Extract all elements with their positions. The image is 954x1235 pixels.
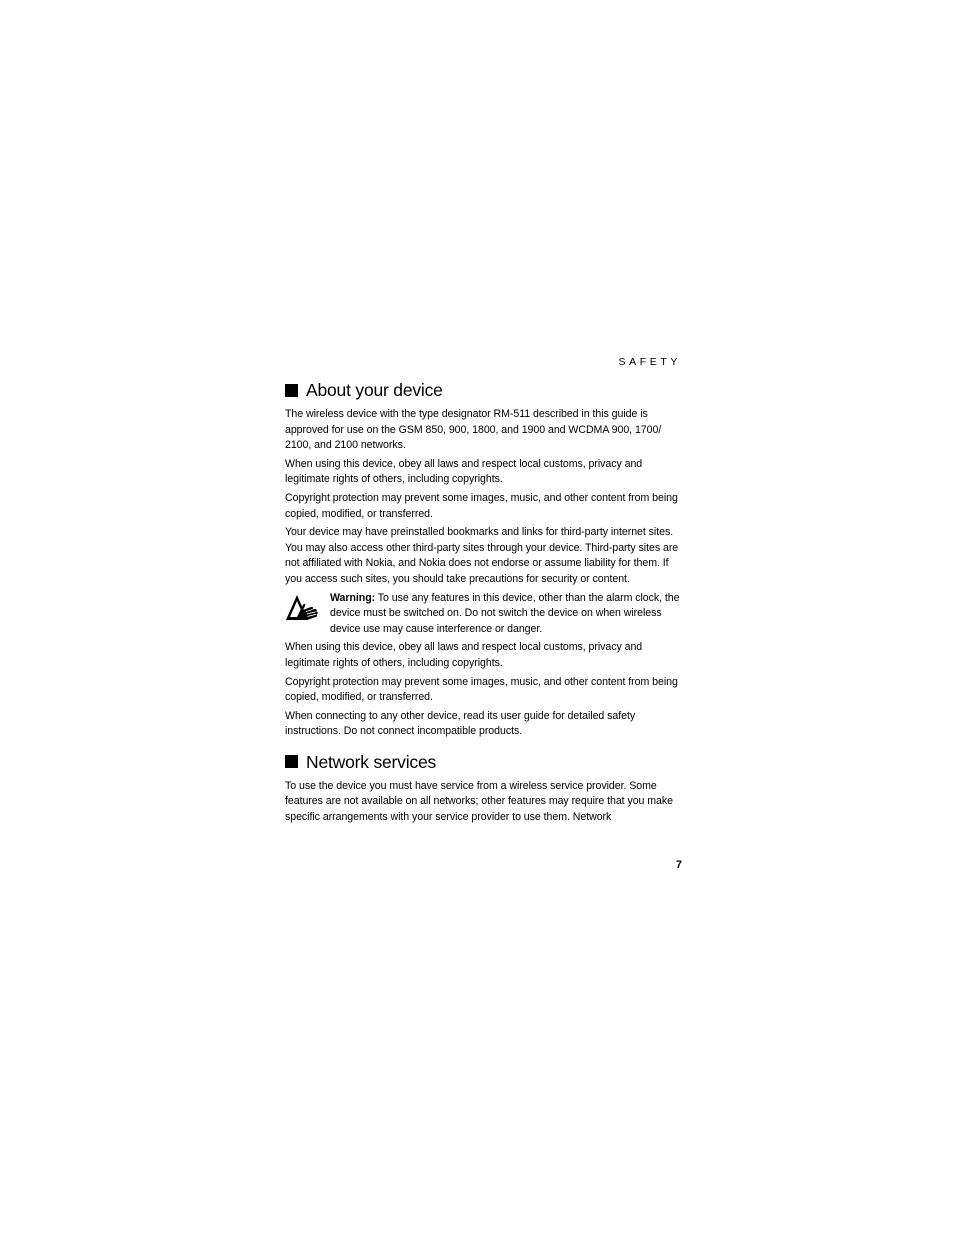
paragraph-third-party-sites: Your device may have preinstalled bookmarks and links for third-party internet sites. You may also access other third-party sites through your device. Third-party sites are not affiliated with Nokia, and Nokia does not endorse or assume liability for them. If you access such sites, you should take precautions for security or content. <box>285 526 679 585</box>
paragraph-copyright-repeat: Copyright protection may prevent some images, music, and other content from being copied, modified, or transferred. <box>285 675 678 704</box>
paragraph-obey-laws-repeat: When using this device, obey all laws and respect local customs, privacy and legitimate rights of others, including copyrights. <box>285 641 643 669</box>
warning-text <box>330 591 681 638</box>
section-heading-text: Network services <box>306 751 437 772</box>
section-heading-about-device <box>285 379 681 401</box>
paragraph-type-designator: The wireless device with the type designator RM-511 described in this guide is approved for use on the GSM 850, 900, 1800, and 1900 and WCDMA 900, 1700/ 2100, and 2100 networks. <box>285 408 662 452</box>
running-header: SAFETY <box>618 356 681 368</box>
paragraph-network-services: To use the device you must have service from a wireless service provider. Some features are not available on all networks; other features may require that you make specific arrangements with your service provider to use them. Network <box>285 779 673 824</box>
square-bullet-icon <box>285 384 298 397</box>
section-heading-text: About your device <box>306 380 443 400</box>
paragraph-copyright: Copyright protection may prevent some images, music, and other content from being copied, modified, or transferred. <box>285 491 678 520</box>
warning-label: Warning: <box>330 591 376 604</box>
section-heading-network-services <box>285 751 681 773</box>
section-spacer <box>285 743 681 751</box>
paragraph-obey-laws: When using this device, obey all laws and respect local customs, privacy and legitimate rights of others, including copyrights. <box>285 457 643 486</box>
warning-hand-icon <box>285 594 319 624</box>
square-bullet-icon <box>285 755 298 768</box>
paragraph-connecting-devices: When connecting to any other device, read its user guide for detailed safety instructions. Do not connect incompatible products. <box>285 709 636 738</box>
warning-note <box>285 591 681 638</box>
page-content <box>285 379 681 829</box>
warning-body: To use any features in this device, other than the alarm clock, the device must be switched on. Do not switch the device on when wireless device use may cause interference or danger. <box>330 591 680 635</box>
page-number: 7 <box>675 859 682 871</box>
